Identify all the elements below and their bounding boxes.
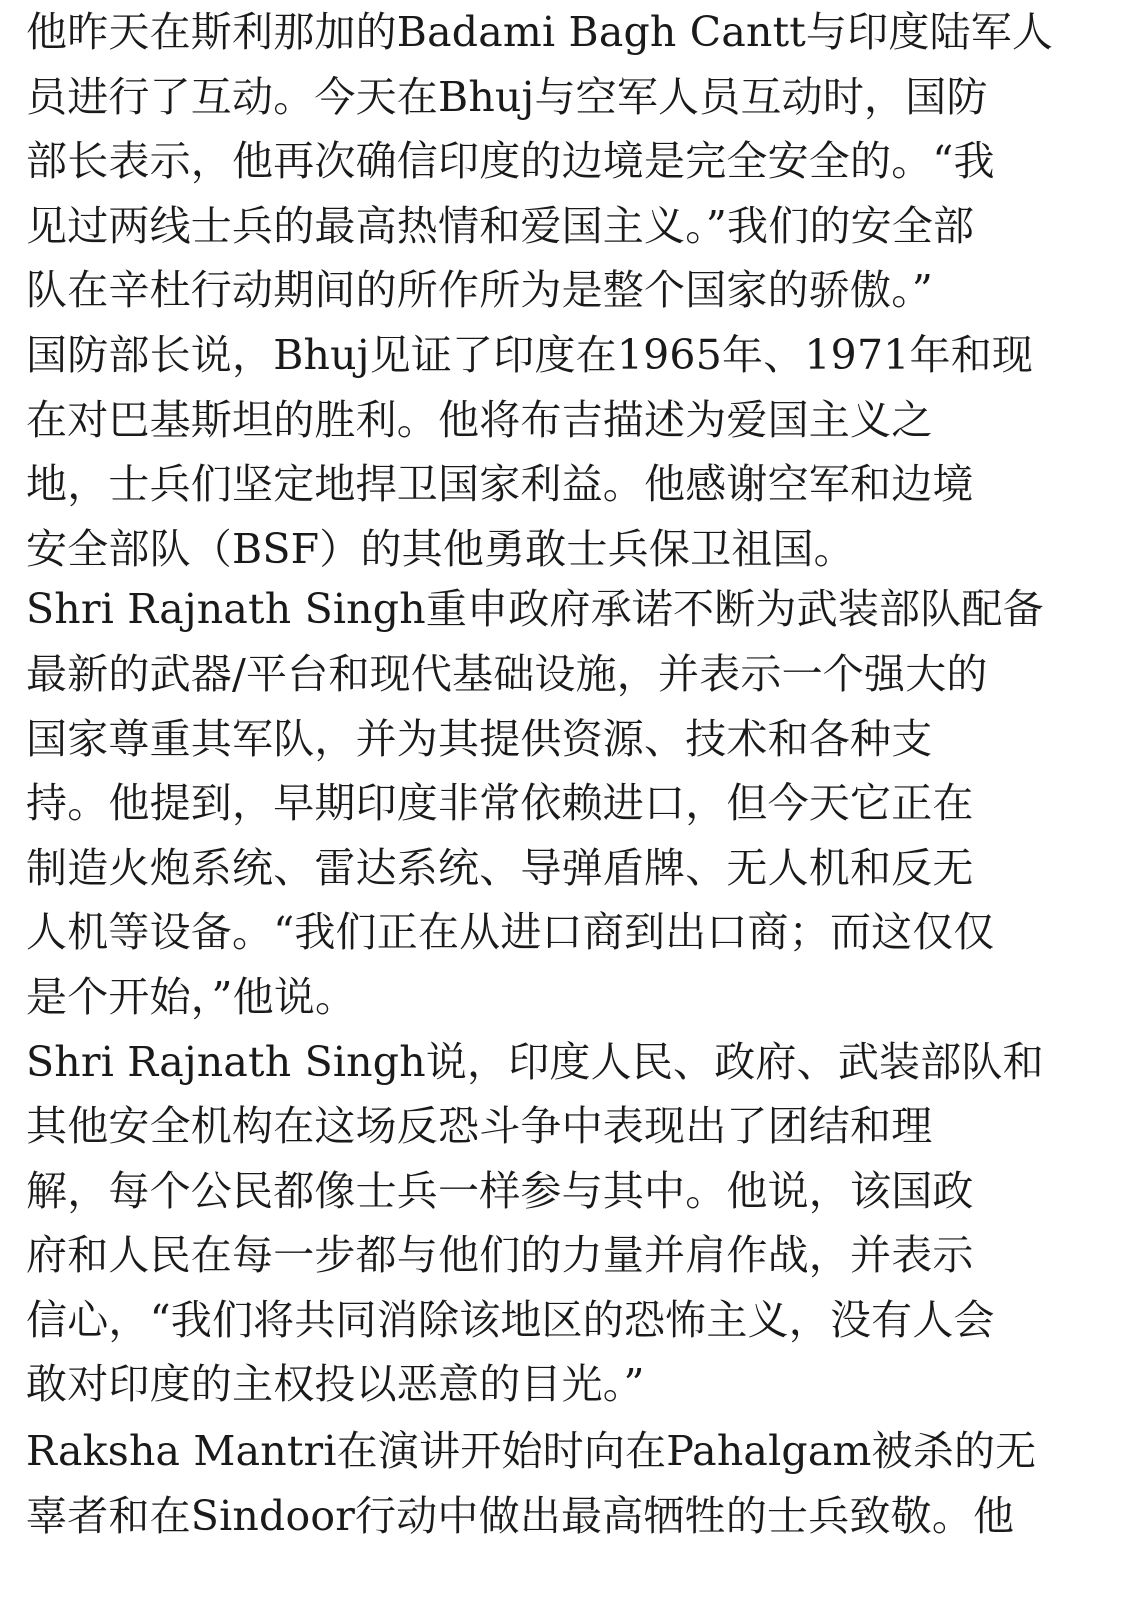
- text-line: 员进行了互动。今天在Bhuj与空军人员互动时，国防: [26, 72, 988, 121]
- text-line: 解，每个公民都像士兵一样参与其中。他说，该国政: [26, 1166, 974, 1215]
- text-line: 其他安全机构在这场反恐斗争中表现出了团结和理: [26, 1102, 933, 1151]
- text-line: 在对巴基斯坦的胜利。他将布吉描述为爱国主义之: [26, 395, 933, 444]
- text-line: 府和人民在每一步都与他们的力量并肩作战，并表示: [26, 1231, 974, 1280]
- text-line: 制造火炮系统、雷达系统、导弹盾牌、无人机和反无: [26, 843, 974, 892]
- text-line: Shri Rajnath Singh重申政府承诺不断为武装部队配备: [26, 585, 1044, 634]
- paragraph-2: [26, 323, 1086, 581]
- text-line: 见过两线士兵的最高热情和爱国主义。”我们的安全部: [26, 201, 975, 250]
- paragraph-3: [26, 577, 1086, 1029]
- text-line: 部长表示，他再次确信印度的边境是完全安全的。“我: [26, 137, 995, 186]
- paragraph-1: [26, 0, 1086, 323]
- text-line: 国防部长说，Bhuj见证了印度在1965年、1971年和现: [26, 330, 1034, 379]
- text-line: 辜者和在Sindoor行动中做出最高牺牲的士兵致敬。他: [26, 1491, 1015, 1540]
- text-line: 安全部队（BSF）的其他勇敢士兵保卫祖国。: [26, 524, 855, 573]
- text-line: Shri Rajnath Singh说，印度人民、政府、武装部队和: [26, 1037, 1044, 1086]
- text-line: 信心，“我们将共同消除该地区的恐怖主义，没有人会: [26, 1295, 995, 1344]
- paragraph-4: [26, 1030, 1086, 1418]
- text-line: 最新的武器/平台和现代基础设施，并表示一个强大的: [26, 649, 988, 698]
- text-line: 队在辛杜行动期间的所作所为是整个国家的骄傲。”: [26, 266, 934, 315]
- text-line: 人机等设备。“我们正在从进口商到出口商；而这仅仅: [26, 908, 995, 957]
- text-line: 敢对印度的主权投以恶意的目光。”: [26, 1360, 645, 1409]
- paragraph-5: [26, 1419, 1086, 1548]
- text-line: 他昨天在斯利那加的Badami Bagh Cantt与印度陆军人: [26, 8, 1054, 56]
- article-body: [26, 0, 1086, 1548]
- text-line: 是个开始，”他说。: [26, 972, 357, 1021]
- text-line: Raksha Mantri在演讲开始时向在Pahalgam被杀的无: [26, 1427, 1037, 1476]
- text-line: 国家尊重其军队，并为其提供资源、技术和各种支: [26, 714, 933, 763]
- text-line: 地，士兵们坚定地捍卫国家利益。他感谢空军和边境: [26, 460, 974, 509]
- text-line: 持。他提到，早期印度非常依赖进口，但今天它正在: [26, 779, 974, 828]
